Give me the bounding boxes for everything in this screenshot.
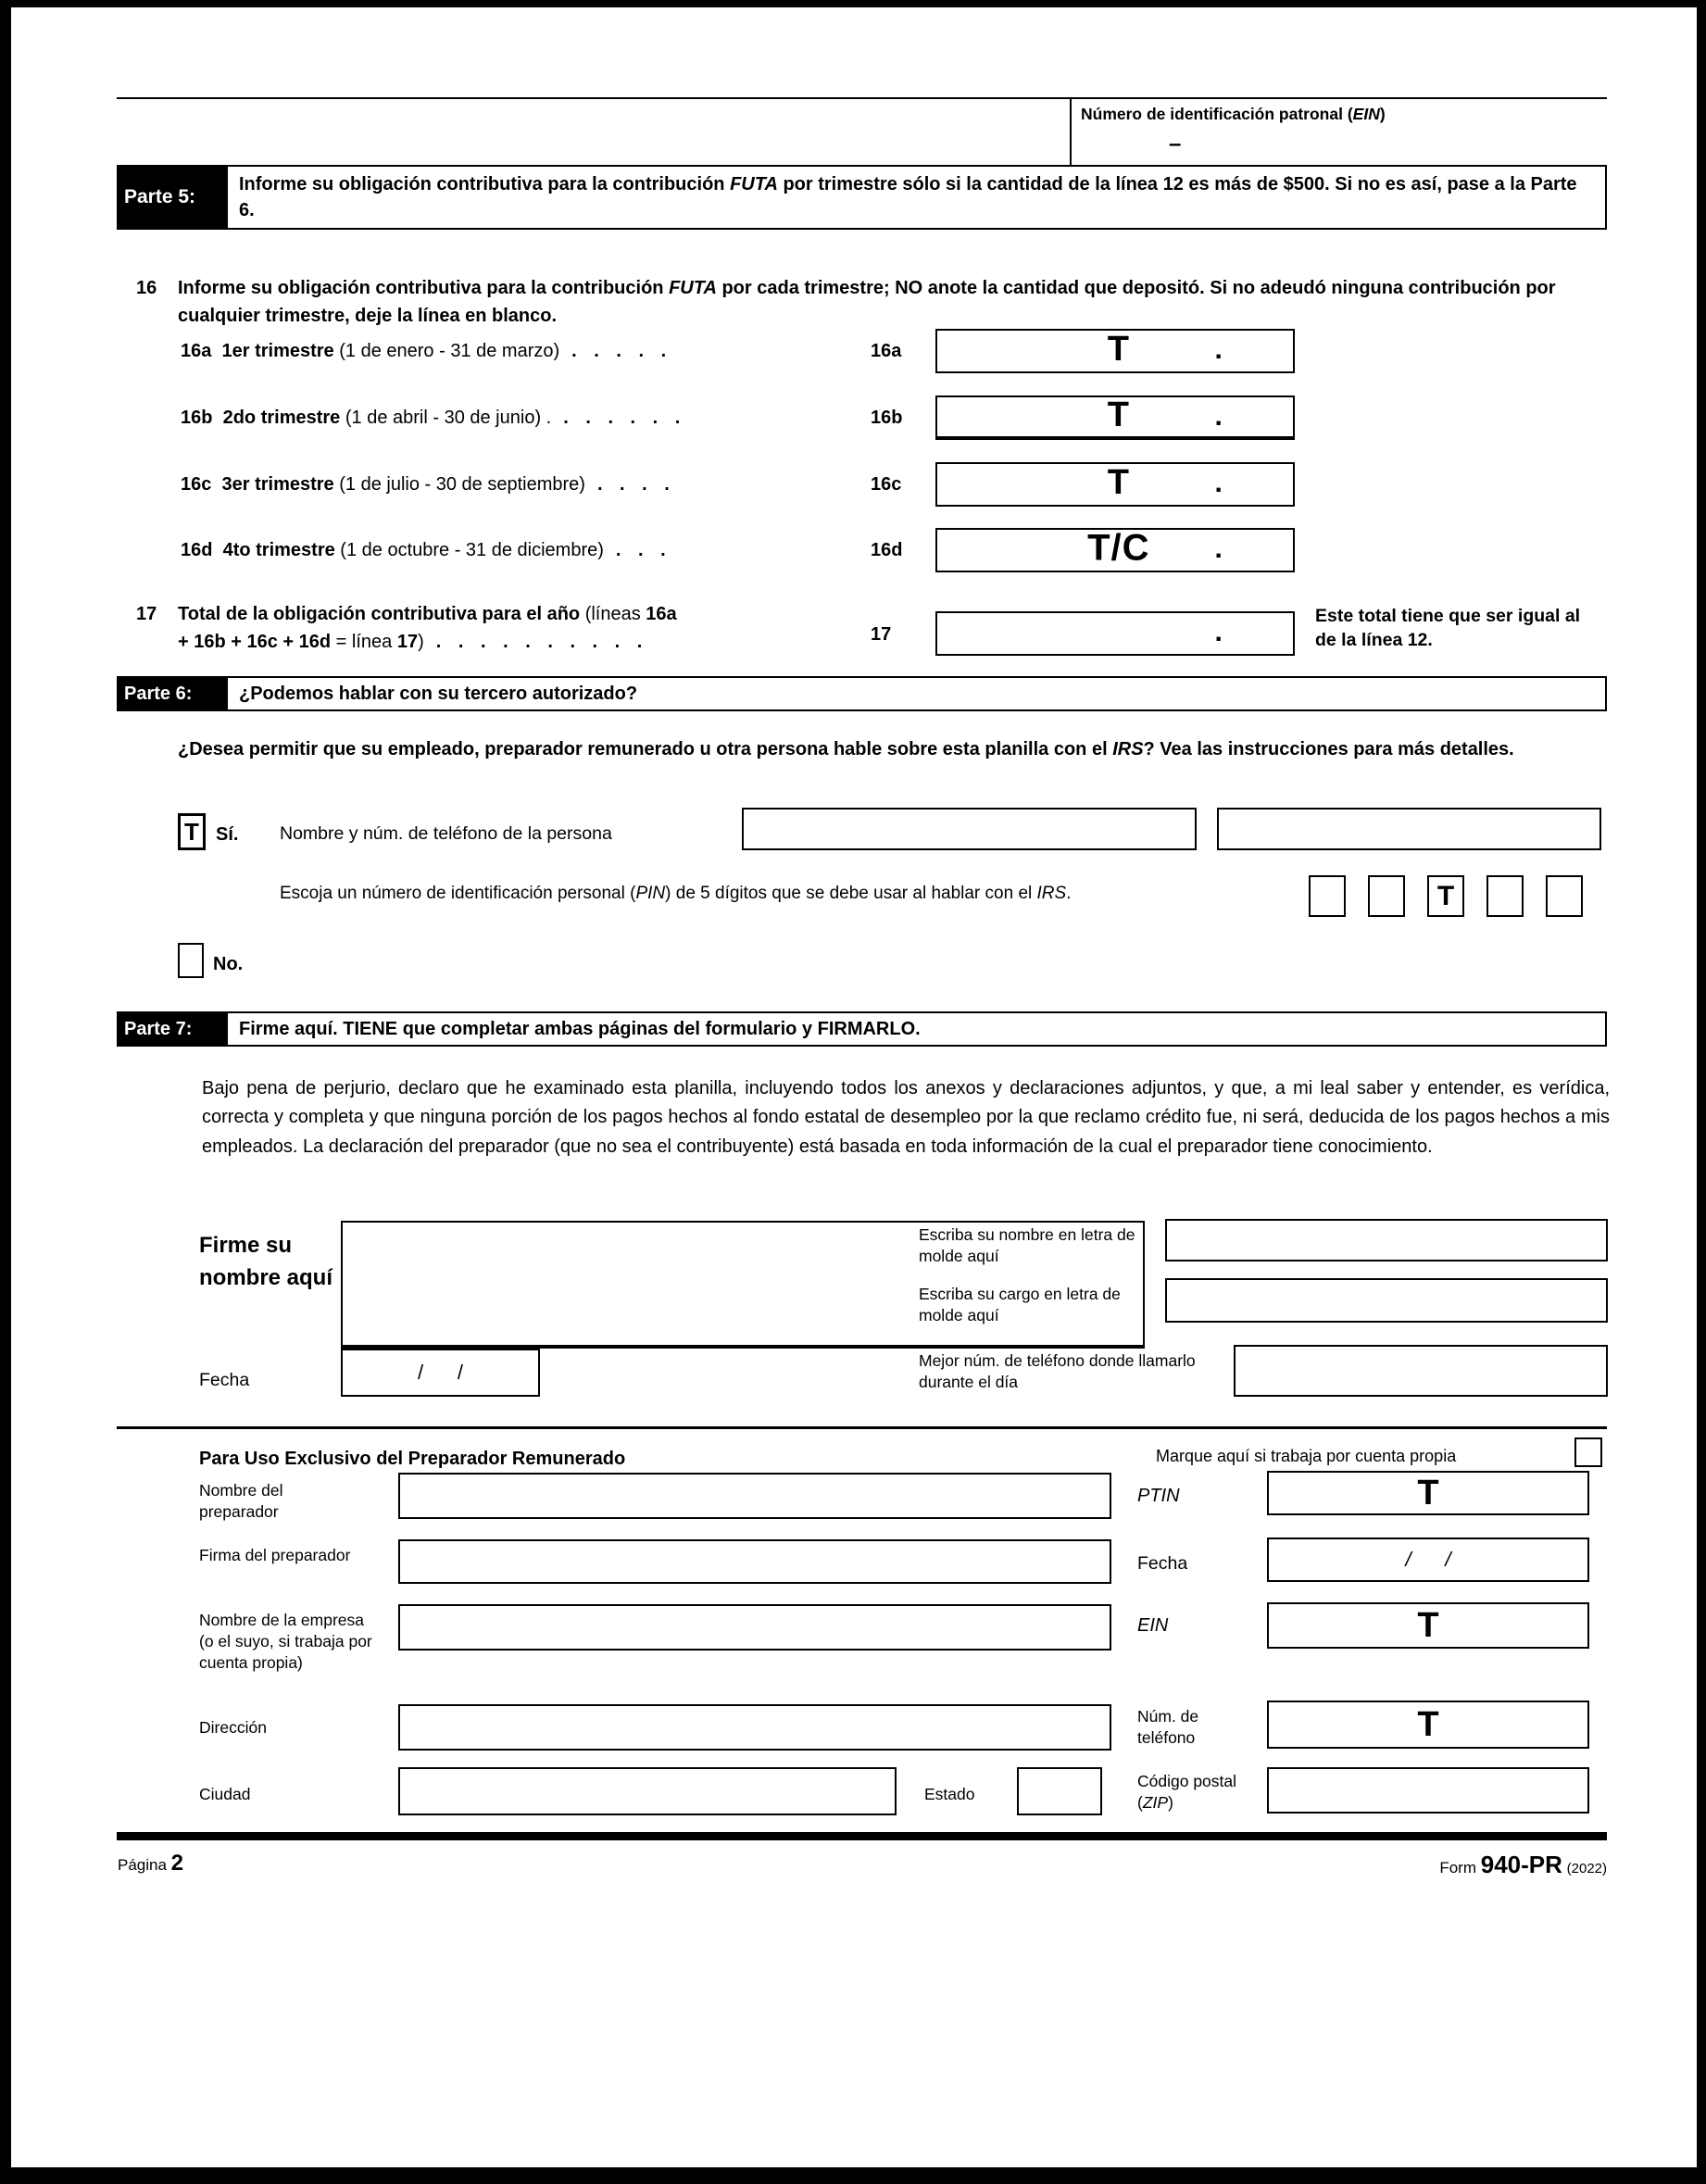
- footer-form-label: Form: [1439, 1859, 1477, 1876]
- line-16a-code: 16a: [181, 341, 212, 361]
- name-field[interactable]: [117, 99, 1070, 164]
- line-16d-dot-leader: . . .: [615, 540, 666, 560]
- preparer-phone-field[interactable]: [1267, 1701, 1589, 1749]
- line-16c-dot-leader: . . . .: [596, 474, 670, 495]
- part6-question-post: ? Vea las instrucciones para más detalles.: [1143, 739, 1514, 759]
- line16-number: 16: [136, 278, 157, 298]
- no-label: No.: [213, 954, 244, 974]
- ptin-value: T: [1417, 1473, 1439, 1512]
- preparer-date-label: Fecha: [1137, 1553, 1188, 1574]
- pin-text-end: .: [1066, 884, 1072, 903]
- line-16b-label: [181, 408, 680, 429]
- preparer-ein-field[interactable]: [1267, 1602, 1589, 1649]
- line-16c-amount-value: T: [1107, 462, 1130, 502]
- line-16d-code: 16d: [181, 540, 213, 560]
- line16-intro-futa: FUTA: [669, 278, 717, 298]
- line-16b-dot-leader: . . . . . .: [563, 408, 681, 428]
- yes-checkbox-value: T: [184, 817, 199, 846]
- ein-label-pre: Número de identificación patronal (: [1081, 105, 1353, 123]
- preparer-date-value: / /: [1405, 1548, 1451, 1571]
- line-16a-period-rest: (1 de enero - 31 de marzo): [333, 341, 560, 361]
- pin-text-irs: IRS: [1036, 884, 1067, 903]
- state-field[interactable]: [1017, 1767, 1102, 1815]
- line-16b-amount-field[interactable]: [935, 395, 1295, 440]
- line-16d-period-bold: 4to trimestre: [222, 540, 335, 560]
- line-16d-amount-field[interactable]: [935, 528, 1295, 572]
- designee-name-phone-label: Nombre y núm. de teléfono de la persona: [280, 823, 612, 844]
- preparer-name-field[interactable]: [398, 1473, 1111, 1519]
- line-16c-period-rest: (1 de julio - 30 de septiembre): [333, 474, 585, 495]
- pin-text-pre: Escoja un número de identificación personal (: [280, 884, 636, 903]
- line17-total-field[interactable]: [935, 611, 1295, 656]
- line-16d-period-rest: (1 de octubre - 31 de diciembre): [334, 540, 604, 560]
- part5-title: [226, 165, 1607, 230]
- part6-label: Parte 6:: [124, 683, 193, 704]
- part7-label: Parte 7:: [124, 1018, 193, 1039]
- part5-title-pre: Informe su obligación contributiva para la contribución: [239, 174, 731, 195]
- no-checkbox[interactable]: [178, 943, 204, 978]
- line-16b-box-code: 16b: [871, 408, 903, 428]
- line-16c-period-bold: 3er trimestre: [221, 474, 334, 495]
- pin-text-pin: PIN: [635, 884, 666, 903]
- line-16c-decimal-point: .: [1214, 468, 1223, 498]
- print-name-label: Escriba su nombre en letra de molde aquí: [919, 1225, 1135, 1266]
- pin-digit-1[interactable]: [1309, 875, 1346, 917]
- footer-page-label: Página: [118, 1856, 167, 1874]
- best-phone-label: Mejor núm. de teléfono donde llamarlo durante el día: [919, 1351, 1196, 1392]
- sign-date-field[interactable]: [341, 1349, 540, 1397]
- state-label: Estado: [924, 1785, 975, 1803]
- preparer-phone-value: T: [1417, 1704, 1439, 1744]
- line-16d-box-code: 16d: [871, 540, 903, 560]
- zip-label-italic: ZIP: [1142, 1793, 1169, 1813]
- part6-question-irs: IRS: [1112, 739, 1144, 759]
- pin-digit-5[interactable]: [1546, 875, 1583, 917]
- print-title-label: Escriba su cargo en letra de molde aquí: [919, 1285, 1121, 1325]
- preparer-name-label: Nombre del preparador: [199, 1481, 283, 1522]
- line-16a-amount-value: T: [1107, 329, 1130, 369]
- line-16c-box-code: 16c: [871, 474, 902, 495]
- line17-line2-mid: = línea: [331, 632, 397, 652]
- part5-title-post: por trimestre sólo si la cantidad de la línea 12 es más de $500. Si no es así, pase a la Parte 6.: [239, 174, 1577, 220]
- part6-question: [178, 735, 1586, 763]
- line-16c-amount-field[interactable]: [935, 462, 1295, 507]
- firm-name-field[interactable]: [398, 1604, 1111, 1651]
- preparer-date-field[interactable]: [1267, 1538, 1589, 1582]
- print-title-field[interactable]: [1165, 1278, 1608, 1323]
- line-16b-period-rest: (1 de abril - 30 de junio) .: [340, 408, 552, 428]
- line-16a-period-bold: 1er trimestre: [221, 341, 334, 361]
- ein-label: [1081, 104, 1386, 125]
- pin-digit-4[interactable]: [1486, 875, 1524, 917]
- ein-label-close: ): [1379, 105, 1386, 123]
- line-16d-decimal-point: .: [1214, 533, 1223, 564]
- line-16c-code: 16c: [181, 474, 212, 495]
- ptin-label: PTIN: [1137, 1486, 1180, 1506]
- line-16b-period-bold: 2do trimestre: [222, 408, 341, 428]
- line-16a-dot-leader: . . . . .: [571, 341, 667, 361]
- ptin-field[interactable]: [1267, 1471, 1589, 1515]
- line17-label: [178, 600, 909, 656]
- city-label: Ciudad: [199, 1785, 251, 1803]
- part5-label: Parte 5:: [124, 186, 196, 207]
- designee-phone-field[interactable]: [1217, 808, 1601, 850]
- line16-intro-post: por cada trimestre; NO anote la cantidad que depositó. Si no adeudó ninguna contribución por cualquier trimestre, deje la línea en blanco.: [178, 278, 1556, 326]
- yes-checkbox[interactable]: [178, 813, 206, 850]
- part6-question-pre: ¿Desea permitir que su empleado, preparador remunerado u otra persona hable sobre esta planilla con el: [178, 739, 1113, 759]
- footer-page-number: 2: [170, 1851, 184, 1876]
- pin-instruction: [280, 884, 1071, 904]
- pin-digit-2[interactable]: [1368, 875, 1405, 917]
- line-16b-amount-value: T: [1107, 395, 1130, 434]
- line-16b-code: 16b: [181, 408, 213, 428]
- line17-paren-pre: (líneas: [584, 604, 646, 624]
- line-16b-decimal-point: .: [1214, 401, 1223, 432]
- line16-intro-pre: Informe su obligación contributiva para la contribución: [178, 278, 670, 298]
- line17-line2-close: ): [418, 632, 424, 652]
- part7-title: Firme aquí. TIENE que completar ambas páginas del formulario y FIRMARLO.: [226, 1011, 1607, 1047]
- line17-line2-num: 17: [396, 632, 419, 652]
- line-16c-label: [181, 474, 670, 496]
- line16-intro: [178, 274, 1586, 330]
- pin-digit-3[interactable]: [1427, 875, 1464, 917]
- designee-name-field[interactable]: [742, 808, 1197, 850]
- preparer-ein-value: T: [1417, 1605, 1439, 1645]
- city-field[interactable]: [398, 1767, 897, 1815]
- zip-label-pre: Código postal (: [1137, 1772, 1237, 1813]
- part6-header-bar: [117, 676, 1607, 711]
- footer-form: [1204, 1851, 1607, 1879]
- yes-label: Sí.: [216, 824, 239, 845]
- sign-date-label: Fecha: [199, 1370, 250, 1390]
- line17-line2-bold: + 16b + 16c + 16d: [178, 632, 332, 652]
- zip-label-close: ): [1168, 1793, 1173, 1813]
- line17-paren-16a: 16a: [646, 604, 677, 624]
- zip-field[interactable]: [1267, 1767, 1589, 1814]
- line-16a-amount-field[interactable]: [935, 329, 1295, 373]
- part7-header-bar: [117, 1011, 1607, 1047]
- self-employed-checkbox[interactable]: [1574, 1437, 1602, 1467]
- preparer-signature-field[interactable]: [398, 1539, 1111, 1584]
- preparer-phone-label: Núm. de teléfono: [1137, 1707, 1199, 1748]
- ein-label-italic: EIN: [1352, 105, 1380, 123]
- firm-name-label: Nombre de la empresa (o el suyo, si trabaja por cuenta propia): [199, 1611, 372, 1673]
- line17-dot-leader: . . . . . . . . . .: [435, 632, 643, 652]
- line17-number: 17: [136, 604, 157, 624]
- address-field[interactable]: [398, 1704, 1111, 1751]
- line17-note: Este total tiene que ser igual al de la línea 12.: [1315, 606, 1581, 651]
- footer-form-year: (2022): [1566, 1861, 1607, 1876]
- print-name-field[interactable]: [1165, 1219, 1608, 1261]
- line-16d-label: [181, 540, 666, 561]
- preparer-ein-label: EIN: [1137, 1615, 1169, 1636]
- line17-text-bold: Total de la obligación contributiva para el año: [178, 604, 585, 624]
- line-16a-box-code: 16a: [871, 341, 902, 361]
- self-employed-label: Marque aquí si trabaja por cuenta propia: [1156, 1447, 1457, 1465]
- ein-dash: –: [1169, 132, 1182, 157]
- footer-form-number: 940-PR: [1480, 1851, 1562, 1878]
- best-phone-field[interactable]: [1234, 1345, 1608, 1397]
- footer-page: [118, 1851, 183, 1876]
- preparer-heading: Para Uso Exclusivo del Preparador Remunerado: [199, 1449, 626, 1469]
- address-label: Dirección: [199, 1718, 267, 1737]
- part5-title-futa: FUTA: [730, 174, 778, 195]
- header-cell-divider: [1070, 97, 1072, 165]
- line-16a-decimal-point: .: [1214, 334, 1223, 365]
- pin-digit-boxes: [1309, 875, 1583, 917]
- line-16a-label: [181, 341, 666, 362]
- sign-date-value: / /: [418, 1361, 463, 1384]
- pin-text-mid: ) de 5 dígitos que se debe usar al hablar con el: [665, 884, 1037, 903]
- part5-header-bar: [117, 165, 1607, 230]
- preparer-signature-label: Firma del preparador: [199, 1546, 351, 1564]
- ein-field[interactable]: [1169, 132, 1181, 157]
- perjury-declaration: Bajo pena de perjurio, declaro que he examinado esta planilla, incluyendo todos los anexos y declaraciones adjuntos, y que, a mi leal saber y entender, es verídica, correcta y completa y que ninguna porción de los pagos hechos al fondo estatal de desempleo por la que reclamo crédito fue, ni será, deducida de los pagos hechos a mis empleados. La declaración del preparador (que no sea el contribuyente) está basada en toda información de la cual el preparador tiene conocimiento.: [202, 1078, 1610, 1157]
- zip-label: [1137, 1771, 1258, 1814]
- pin-digit-3-value: T: [1436, 880, 1455, 911]
- line17-box-code: 17: [871, 624, 892, 645]
- footer-rule: [117, 1832, 1607, 1840]
- line-16d-amount-value: T/C: [1087, 527, 1150, 569]
- sign-here-label: Firme su nombre aquí: [199, 1233, 333, 1290]
- part6-title: ¿Podemos hablar con su tercero autorizado?: [226, 676, 1607, 711]
- line17-decimal-point: .: [1214, 617, 1223, 647]
- preparer-section-divider: [117, 1426, 1607, 1429]
